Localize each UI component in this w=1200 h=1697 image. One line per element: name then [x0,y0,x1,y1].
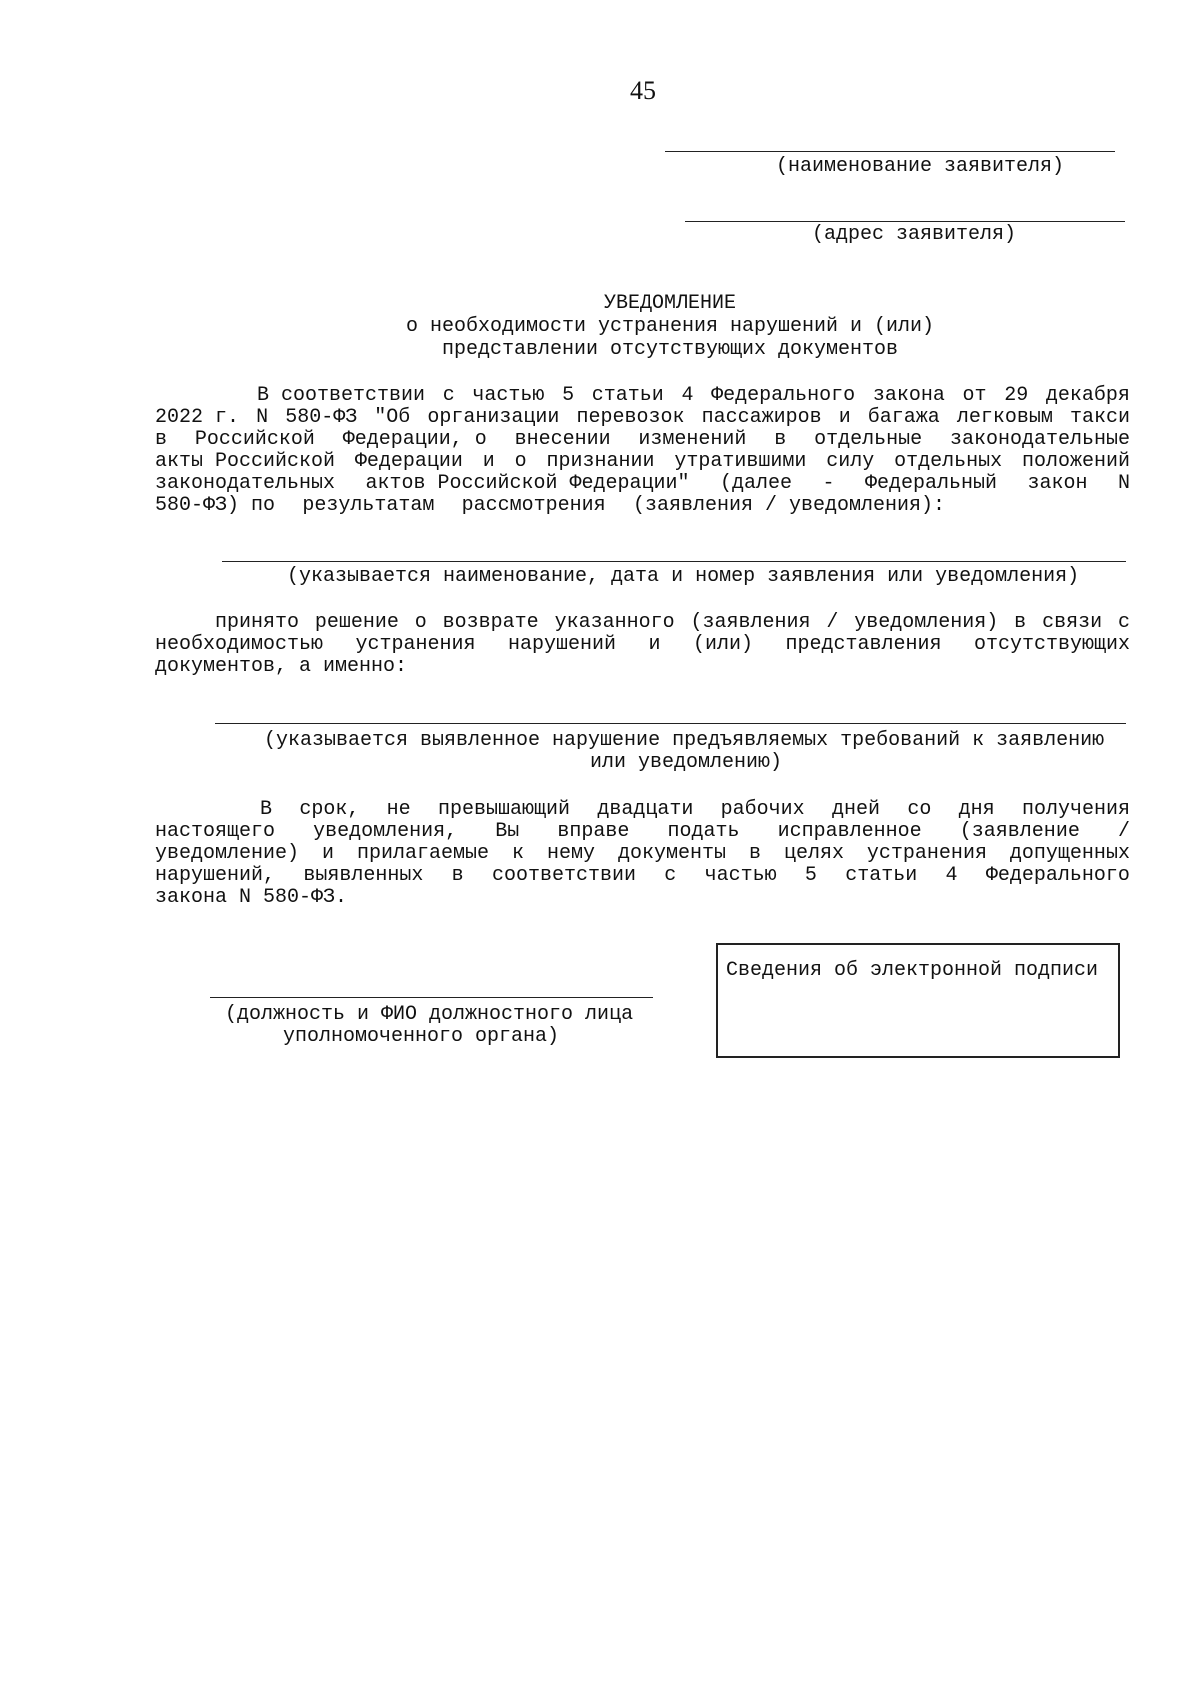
official-caption-line2: уполномоченного органа) [283,1025,560,1048]
paragraph1-line5: законодательных актов Российской Федерации" (далее - Федеральный закон N [155,472,1130,495]
paragraph1-line3: в Российской Федерации, о внесении изменений в отдельные законодательные [155,428,1130,451]
paragraph1-line1: В соответствии с частью 5 статьи 4 Федерального закона от 29 декабря [257,384,1130,407]
applicant-address-line [685,221,1125,222]
violation-caption-line1: (указывается выявленное нарушение предъявляемых требований к заявлению [264,729,1105,752]
page-number: 45 [630,76,656,105]
paragraph1-line6: 580-ФЗ) по результатам рассмотрения (заявления / уведомления): [155,494,945,517]
violation-line [215,723,1126,724]
paragraph3-line2: настоящего уведомления, Вы вправе подать исправленное (заявление / [155,820,1130,843]
applicant-name-caption: (наименование заявителя) [776,155,1065,178]
paragraph2-line2: необходимостью устранения нарушений и (или) представления отсутствующих [155,633,1130,656]
electronic-signature-label: Сведения об электронной подписи [726,959,1099,982]
applicant-name-line [665,151,1115,152]
official-caption-line1: (должность и ФИО должностного лица [225,1003,634,1026]
document-subtitle-line2: представлении отсутствующих документов [441,338,899,361]
paragraph3-line1: В срок, не превышающий двадцати рабочих дней со дня получения [260,798,1130,821]
paragraph2-line1: принято решение о возврате указанного (заявления / уведомления) в связи с [215,611,1130,634]
document-subtitle-line1: о необходимости устранения нарушений и (или) [405,315,935,338]
applicant-address-caption: (адрес заявителя) [812,223,1017,246]
official-signature-line [210,997,653,998]
violation-caption-line2: или уведомлению) [590,751,783,774]
paragraph3-line3: уведомление) и прилагаемые к нему документы в целях устранения допущенных [155,842,1130,865]
paragraph2-line3: документов, а именно: [155,655,408,678]
application-reference-line [222,561,1126,562]
paragraph3-line5: закона N 580-ФЗ. [155,886,348,909]
document-title: УВЕДОМЛЕНИЕ [603,292,737,315]
paragraph1-line2: 2022 г. N 580-ФЗ "Об организации перевозок пассажиров и багажа легковым такси [155,406,1130,429]
application-reference-caption: (указывается наименование, дата и номер заявления или уведомления) [287,565,1080,588]
paragraph1-line4: акты Российской Федерации и о признании утратившими силу отдельных положений [155,450,1130,473]
paragraph3-line4: нарушений, выявленных в соответствии с частью 5 статьи 4 Федерального [155,864,1130,887]
electronic-signature-box [716,943,1120,1058]
